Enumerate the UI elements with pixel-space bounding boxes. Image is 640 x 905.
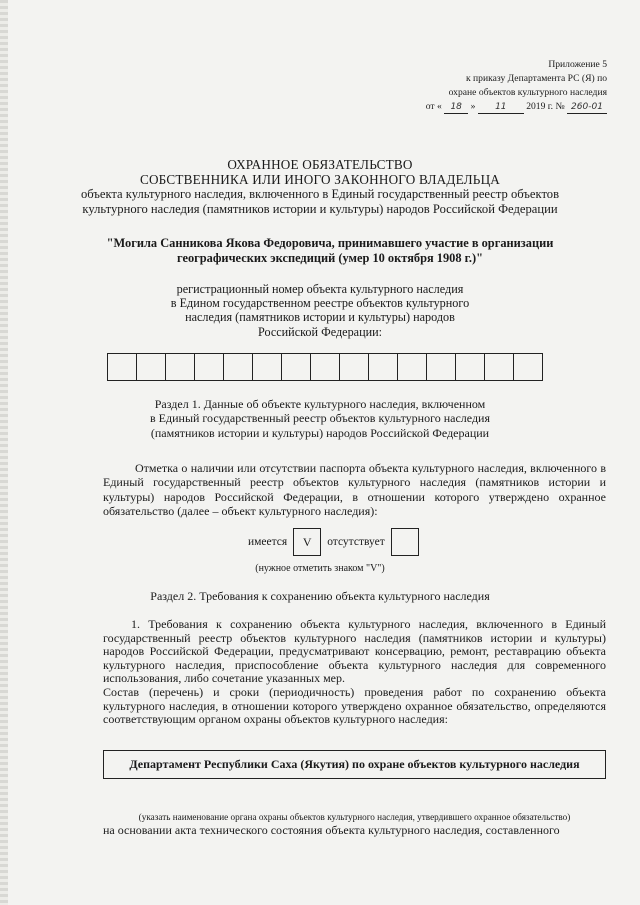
- object-name: [60, 236, 600, 265]
- registration-line-4: Российской Федерации:: [257, 324, 383, 339]
- passport-paragraph: Отметка о наличии или отсутствии паспорта объекта культурного наследия, включенного в Единый государственный реестр объектов культурного наследия (памятников истории и культуры) народов Российской Федерации, в отношении которого утверждено охранное обязательство (далее – объект культурного наследия):: [103, 461, 606, 519]
- reg-digit-box[interactable]: [426, 353, 456, 381]
- passport-mark-row: [248, 528, 425, 556]
- reg-digit-box[interactable]: [107, 353, 137, 381]
- reg-digit-box[interactable]: [368, 353, 398, 381]
- date-mid: »: [470, 101, 476, 112]
- reg-digit-box[interactable]: [397, 353, 427, 381]
- reg-digit-box[interactable]: [455, 353, 485, 381]
- registration-line-3: наследия (памятников истории и культуры) народов: [185, 310, 455, 325]
- date-year: 2019 г. №: [526, 101, 565, 112]
- title-line-2: СОБСТВЕННИКА ИЛИ ИНОГО ЗАКОННОГО ВЛАДЕЛЬЦА: [139, 171, 501, 187]
- department-note: (указать наименование органа охраны объектов культурного наследия, утвердившего охранное обязательство): [138, 812, 571, 822]
- registration-number-boxes: [108, 353, 543, 381]
- title-line-1: ОХРАННОЕ ОБЯЗАТЕЛЬСТВО: [227, 157, 413, 172]
- registration-line-1: регистрационный номер объекта культурного наследия: [176, 282, 464, 296]
- present-label: имеется: [248, 536, 288, 548]
- reg-digit-box[interactable]: [281, 353, 311, 381]
- reg-digit-box[interactable]: [513, 353, 543, 381]
- section-1-line-1: Раздел 1. Данные об объекте культурного наследия, включенном: [154, 397, 486, 411]
- registration-line-2: в Едином государственном реестре объектов культурного: [170, 296, 470, 311]
- reg-digit-box[interactable]: [194, 353, 224, 381]
- reg-digit-box[interactable]: [223, 353, 253, 381]
- appendix-line-2: к приказу Департамента РС (Я) по: [465, 73, 607, 84]
- document-title: [0, 158, 640, 216]
- object-name-line-1: "Могила Санникова Якова Федоровича, принимавшего участие в организации: [106, 236, 554, 250]
- reg-digit-box[interactable]: [484, 353, 514, 381]
- reg-digit-box[interactable]: [252, 353, 282, 381]
- appendix-line-3: охране объектов культурного наследия: [448, 87, 607, 98]
- reg-digit-box[interactable]: [136, 353, 166, 381]
- appendix-line-1: Приложение 5: [548, 59, 607, 70]
- absent-checkbox[interactable]: [391, 528, 419, 556]
- title-line-3: объекта культурного наследия, включенного в Единый государственный реестр объектов: [80, 187, 560, 201]
- appendix-block: [426, 58, 607, 114]
- registration-label: [0, 282, 640, 339]
- date-month: 11: [478, 102, 524, 114]
- requirements-paragraph-1: 1. Требования к сохранению объекта культурного наследия, включенного в Единый государственный реестр объектов культурного наследия (памятников истории и культуры) народов Российской Федерации, предусматривают консервацию, ремонт, реставрацию объекта культурного наследия, приспособление объекта культурного наследия для современного использования, либо сочетание указанных мер.: [103, 617, 606, 686]
- basis-paragraph: на основании акта технического состояния объекта культурного наследия, составленного: [103, 823, 560, 837]
- section-1-line-2: в Единый государственный реестр объектов культурного наследия: [150, 411, 490, 426]
- department-name-box: Департамент Республики Саха (Якутия) по охране объектов культурного наследия: [103, 750, 606, 779]
- date-number: 260-01: [567, 102, 607, 114]
- section-2-heading: Раздел 2. Требования к сохранению объекта культурного наследия: [150, 589, 490, 603]
- date-day: 18: [444, 102, 468, 114]
- section-1-heading: [0, 397, 640, 440]
- reg-digit-box[interactable]: [339, 353, 369, 381]
- requirements-block: [103, 618, 606, 727]
- section-1-line-3: (памятников истории и культуры) народов Российской Федерации: [150, 425, 490, 440]
- mark-note: (нужное отметить знаком "V"): [255, 563, 385, 574]
- date-prefix: от «: [425, 101, 442, 112]
- object-name-line-2: географических экспедиций (умер 10 октября 1908 г.)": [176, 250, 483, 265]
- absent-label: отсутствует: [327, 536, 385, 548]
- reg-digit-box[interactable]: [165, 353, 195, 381]
- reg-digit-box[interactable]: [310, 353, 340, 381]
- appendix-date-line: [426, 100, 607, 114]
- requirements-paragraph-2: Состав (перечень) и сроки (периодичность) проведения работ по сохранению объекта культурного наследия, в отношении которого утверждено охранное обязательство, определяются соответствующим органом охраны объектов культурного наследия:: [103, 684, 606, 727]
- present-checkbox[interactable]: V: [293, 528, 321, 556]
- title-line-4: культурного наследия (памятников истории и культуры) народов Российской Федерации: [82, 201, 558, 216]
